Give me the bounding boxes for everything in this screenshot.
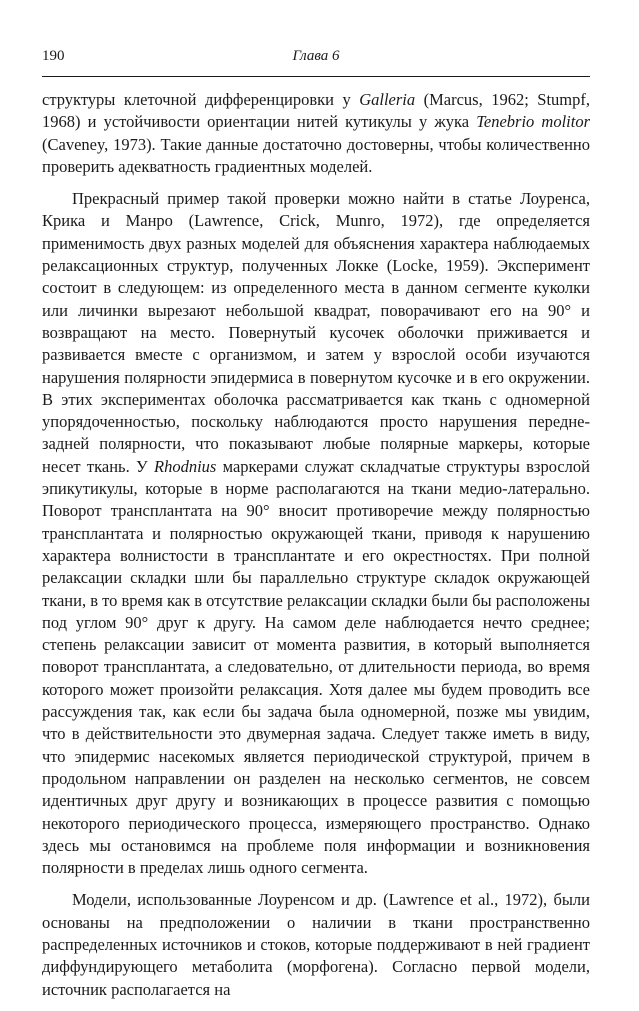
- body-text: [42, 89, 590, 1001]
- paragraph-1-text-1: структуры клеточной дифференцировки у: [42, 90, 360, 109]
- chapter-title: Глава 6: [292, 48, 340, 64]
- paragraph-2-italic-rhodnius: Rhodnius: [154, 456, 217, 476]
- paragraph-2-text-2: маркерами служат складчатые структуры взрослой эпикутикулы, которые в норме располагаются на ткани медио-латерально. Поворот трансплантата на 90° вносит противоречие между полярностью трансплантата и полярностью окружающей ткани, приводя к нарушению характера волнистости в трансплантате и его окрестностях. При полной релаксации складки шли бы параллельно структуре складок окружающей ткани, в то время как в отсутствие релаксации складки были бы расположены под углом 90° друг к другу. На самом деле наблюдается нечто среднее; степень релаксации зависит от момента развития, в который выполняется поворот трансплантата, а следовательно, от длительности периода, во время которого может произойти релаксация. Хотя далее мы будем проводить все рассуждения так, как если бы задача была одномерной, позже мы увидим, что в действительности это двумерная задача. Следует также иметь в виду, что эпидермис насекомых является периодической структурой, причем в продольном направлении он разделен на несколько сегментов, не совсем идентичных друг другу и возникающих в процессе развития с помощью некоторого периодического процесса, измеряющего пространство. Однако здесь мы остановимся на проблеме поля информации и возникновения полярности в пределах лишь одного сегмента.: [42, 456, 590, 878]
- header-rule: [42, 76, 590, 77]
- paragraph-2: [42, 188, 590, 879]
- page-header: [42, 48, 590, 76]
- paragraph-3-text-1: Модели, использованные Лоуренсом и др. (Lawrence et al., 1972), были основаны на предположении о наличии в ткани пространственно распределенных источников и стоков, которые поддерживают в ней градиент диффундирующего метаболита (морфогена). Согласно первой модели, источник располагается на: [42, 890, 590, 999]
- paragraph-2-text-1: Прекрасный пример такой проверки можно найти в статье Лоуренса, Крика и Манро (Lawrence, Crick, Munro, 1972), где определяется применимость двух разных моделей для объяснения характера наблюдаемых релаксационных структур, полученных Локке (Locke, 1959). Эксперимент состоит в следующем: из определенного места в данном сегменте куколки или личинки вырезают небольшой квадрат, поворачивают его на 90° и возвращают на место. Повернутый кусочек оболочки приживается и развивается вместе с организмом, и затем у взрослой особи изучаются нарушения полярности эпидермиса в повернутом кусочке и в его окружении. В этих экспериментах оболочка рассматривается как ткань с одномерной упорядоченностью, поскольку наблюдаются просто нарушения передне-задней полярности, что показывают любые полярные маркеры, которые несет ткань. У: [42, 189, 590, 476]
- paragraph-1: [42, 89, 590, 178]
- paragraph-1-text-2: (Marcus, 1962; Stumpf, 1968) и устойчивости ориентации нитей кутикулы у жука: [42, 90, 590, 132]
- paragraph-1-italic-galleria: Galleria: [359, 90, 416, 109]
- paragraph-1-text-3: (Caveney, 1973). Такие данные достаточно достоверны, чтобы количественно проверить адекватность градиентных моделей.: [42, 134, 590, 176]
- paragraph-3: [42, 889, 590, 1000]
- paragraph-1-italic-tenebrio: Tenebrio molitor: [476, 112, 590, 132]
- book-page: [42, 48, 590, 1011]
- page-number: 190: [42, 48, 65, 64]
